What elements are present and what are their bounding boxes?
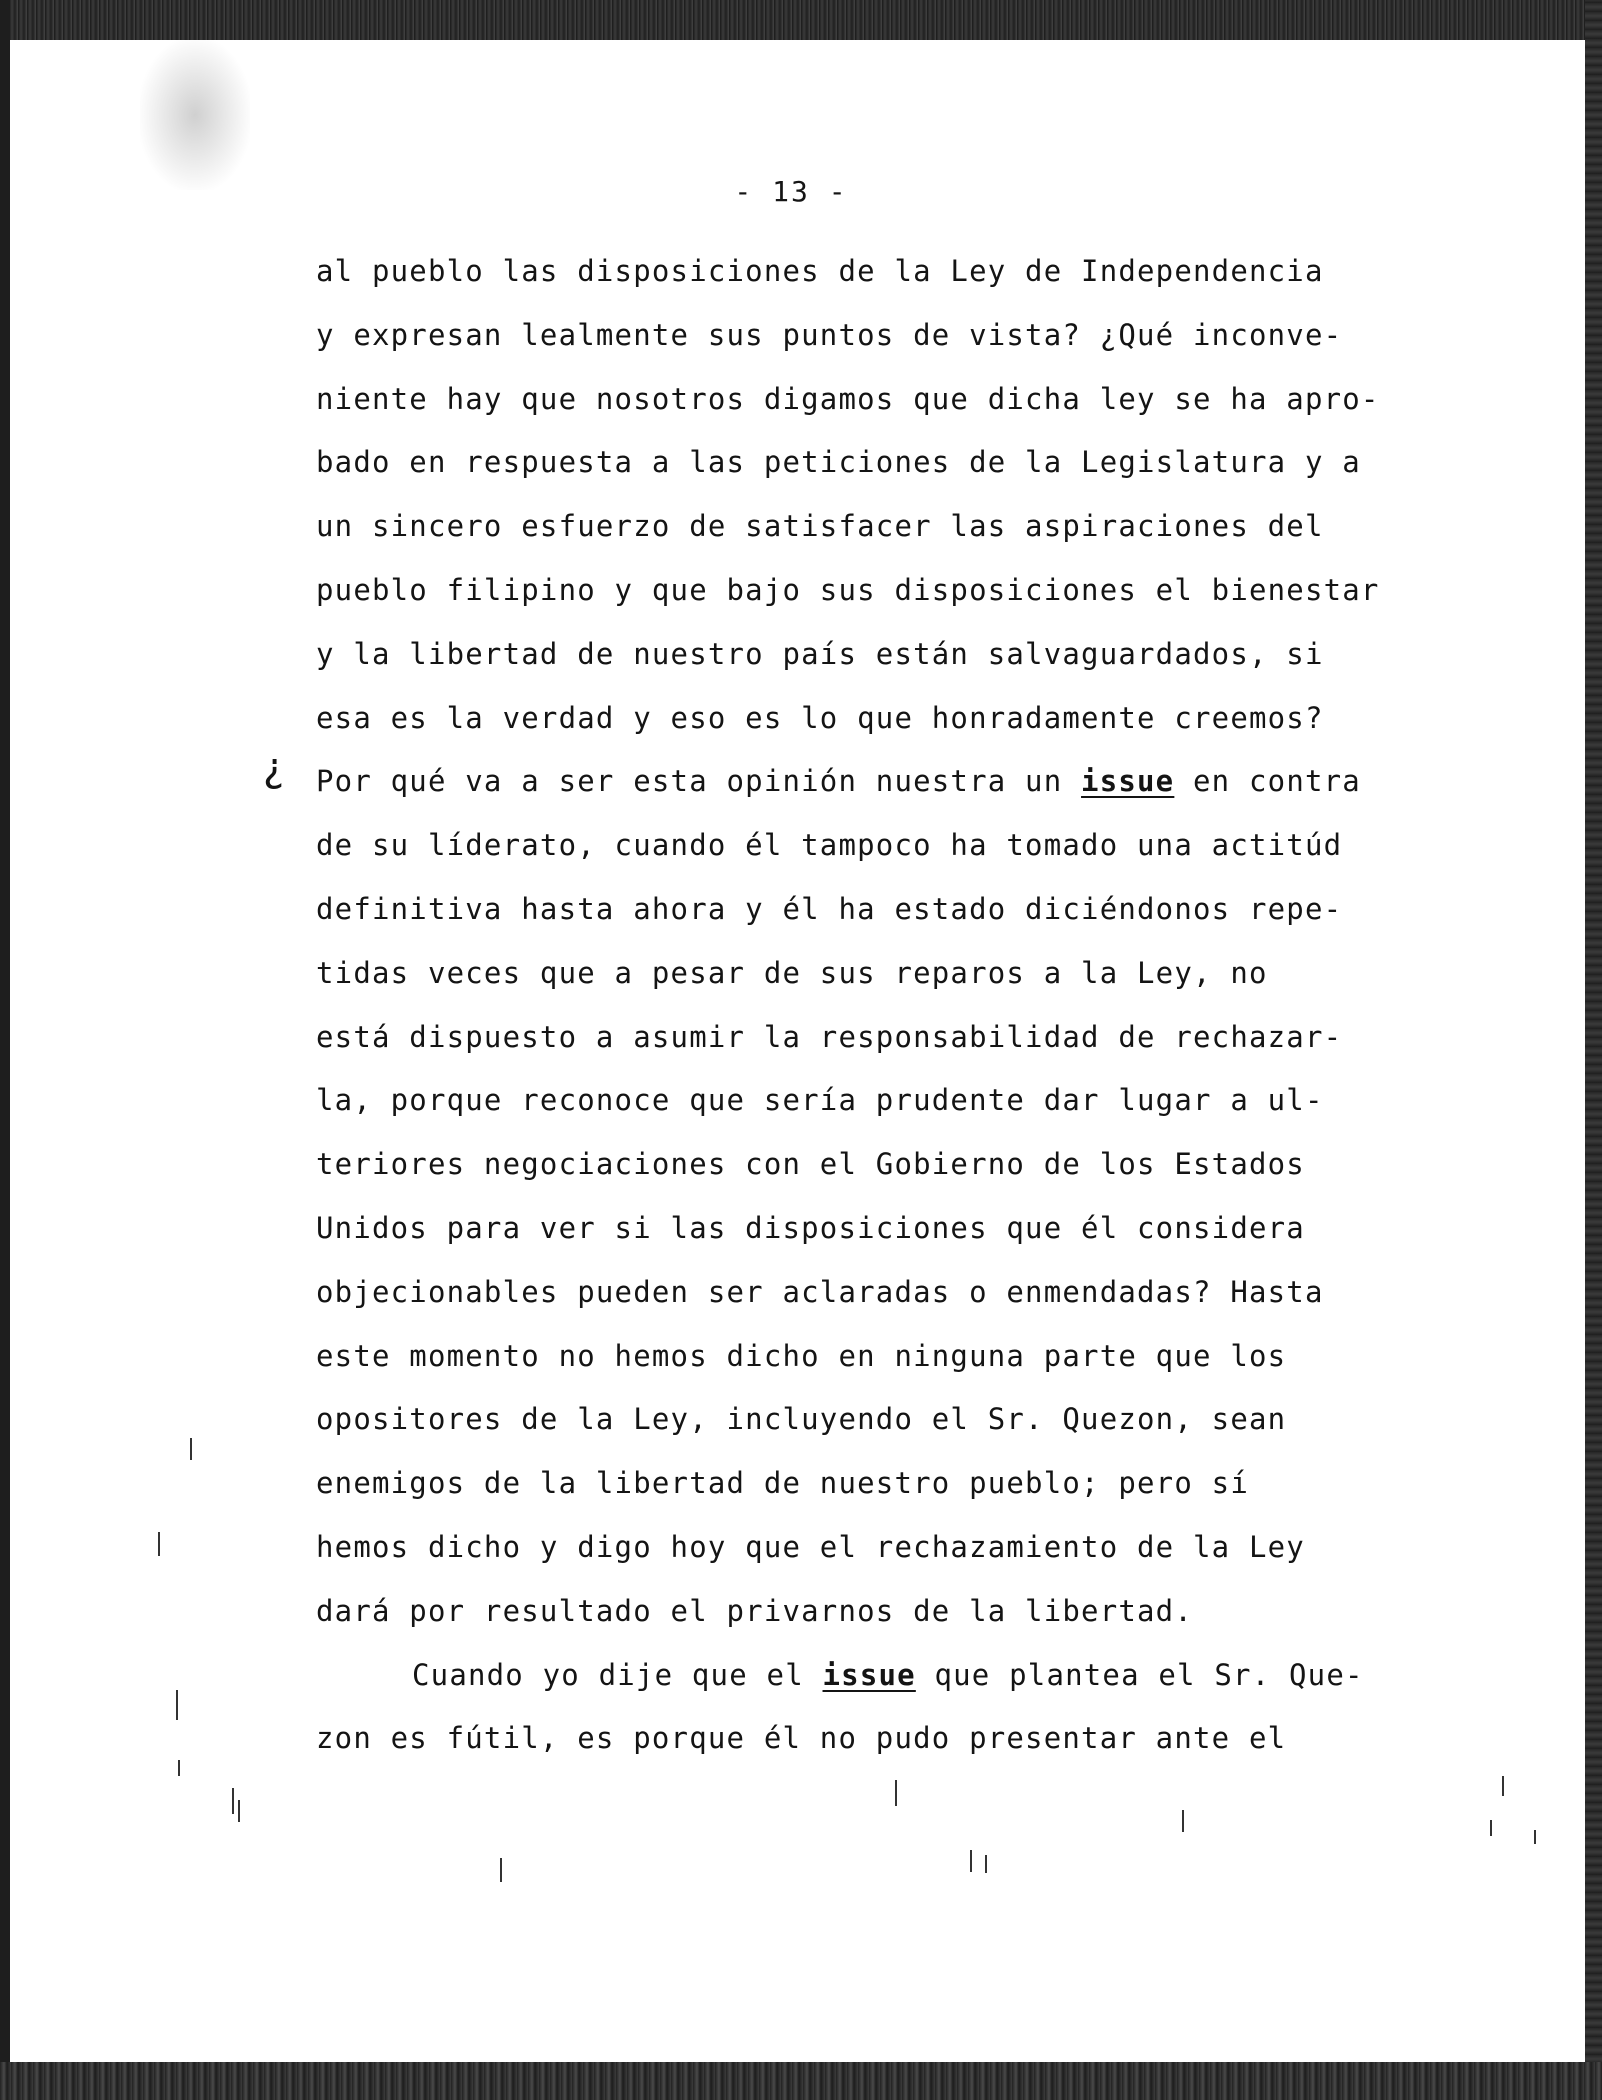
scan-artifact <box>500 1858 502 1882</box>
text-line: hemos dicho y digo hoy que el rechazamiento de la Ley <box>316 1529 1305 1564</box>
scan-artifact <box>158 1532 160 1556</box>
text-line: este momento no hemos dicho en ninguna parte que los <box>316 1338 1287 1373</box>
scan-border-left <box>0 0 10 2100</box>
text-line: bado en respuesta a las peticiones de la Legislatura y a <box>316 445 1361 480</box>
scan-artifact <box>985 1855 987 1873</box>
scan-artifact <box>970 1850 972 1872</box>
scan-border-top <box>0 0 1602 40</box>
scan-artifact <box>895 1780 897 1806</box>
text-line: tidas veces que a pesar de sus reparos a la Ley, no <box>316 955 1268 990</box>
text-line: de su líderato, cuando él tampoco ha tomado una actitúd <box>316 828 1343 863</box>
text-line: opositores de la Ley, incluyendo el Sr. Quezon, sean <box>316 1402 1287 1437</box>
text-line: al pueblo las disposiciones de la Ley de Independencia <box>316 254 1324 288</box>
text-line: dará por resultado el privarnos de la libertad. <box>316 1593 1193 1628</box>
underlined-term: issue <box>1081 764 1175 799</box>
scan-artifact <box>178 1760 180 1776</box>
scan-artifact <box>1182 1810 1184 1832</box>
text-line: zon es fútil, es porque él no pudo presentar ante el <box>316 1721 1287 1756</box>
text-line: esa es la verdad y eso es lo que honradamente creemos? <box>316 700 1324 735</box>
scan-artifact <box>176 1690 178 1720</box>
text-line: y la libertad de nuestro país están salvaguardados, si <box>316 636 1324 671</box>
scan-artifact <box>232 1788 234 1814</box>
text-line: Por qué va a ser esta opinión nuestra un issue en contra <box>316 764 1361 799</box>
text-line: está dispuesto a asumir la responsabilidad de rechazar- <box>316 1019 1343 1054</box>
text-line: un sincero esfuerzo de satisfacer las aspiraciones del <box>316 509 1324 544</box>
scan-artifact <box>1490 1820 1492 1836</box>
scan-artifact <box>190 1438 192 1460</box>
text-line: definitiva hasta ahora y él ha estado diciéndonos repe- <box>316 891 1343 926</box>
text-line: teriores negociaciones con el Gobierno de los Estados <box>316 1147 1305 1182</box>
text-line: la, porque reconoce que sería prudente dar lugar a ul- <box>316 1083 1324 1118</box>
body-text <box>316 240 1446 1771</box>
scan-border-bottom <box>0 2062 1602 2100</box>
paper-smudge <box>140 40 250 190</box>
page-number: - 13 - <box>734 175 848 208</box>
scan-artifact <box>238 1800 240 1822</box>
text-line: objecionables pueden ser aclaradas o enmendadas? Hasta <box>316 1274 1324 1309</box>
scan-border-right <box>1585 0 1602 2100</box>
text-line: niente hay que nosotros digamos que dicha ley se ha apro- <box>316 381 1380 416</box>
text-line: Unidos para ver si las disposiciones que él considera <box>316 1210 1305 1245</box>
scan-artifact <box>1534 1830 1536 1844</box>
margin-question-mark: ¿ <box>262 745 287 791</box>
scan-artifact <box>1502 1776 1504 1796</box>
underlined-term: issue <box>822 1657 916 1692</box>
text-line: Cuando yo dije que el issue que plantea el Sr. Que- <box>412 1657 1364 1692</box>
text-line: y expresan lealmente sus puntos de vista? ¿Qué inconve- <box>316 317 1343 352</box>
text-line: enemigos de la libertad de nuestro pueblo; pero sí <box>316 1466 1249 1501</box>
text-line: pueblo filipino y que bajo sus disposiciones el bienestar <box>316 572 1380 607</box>
